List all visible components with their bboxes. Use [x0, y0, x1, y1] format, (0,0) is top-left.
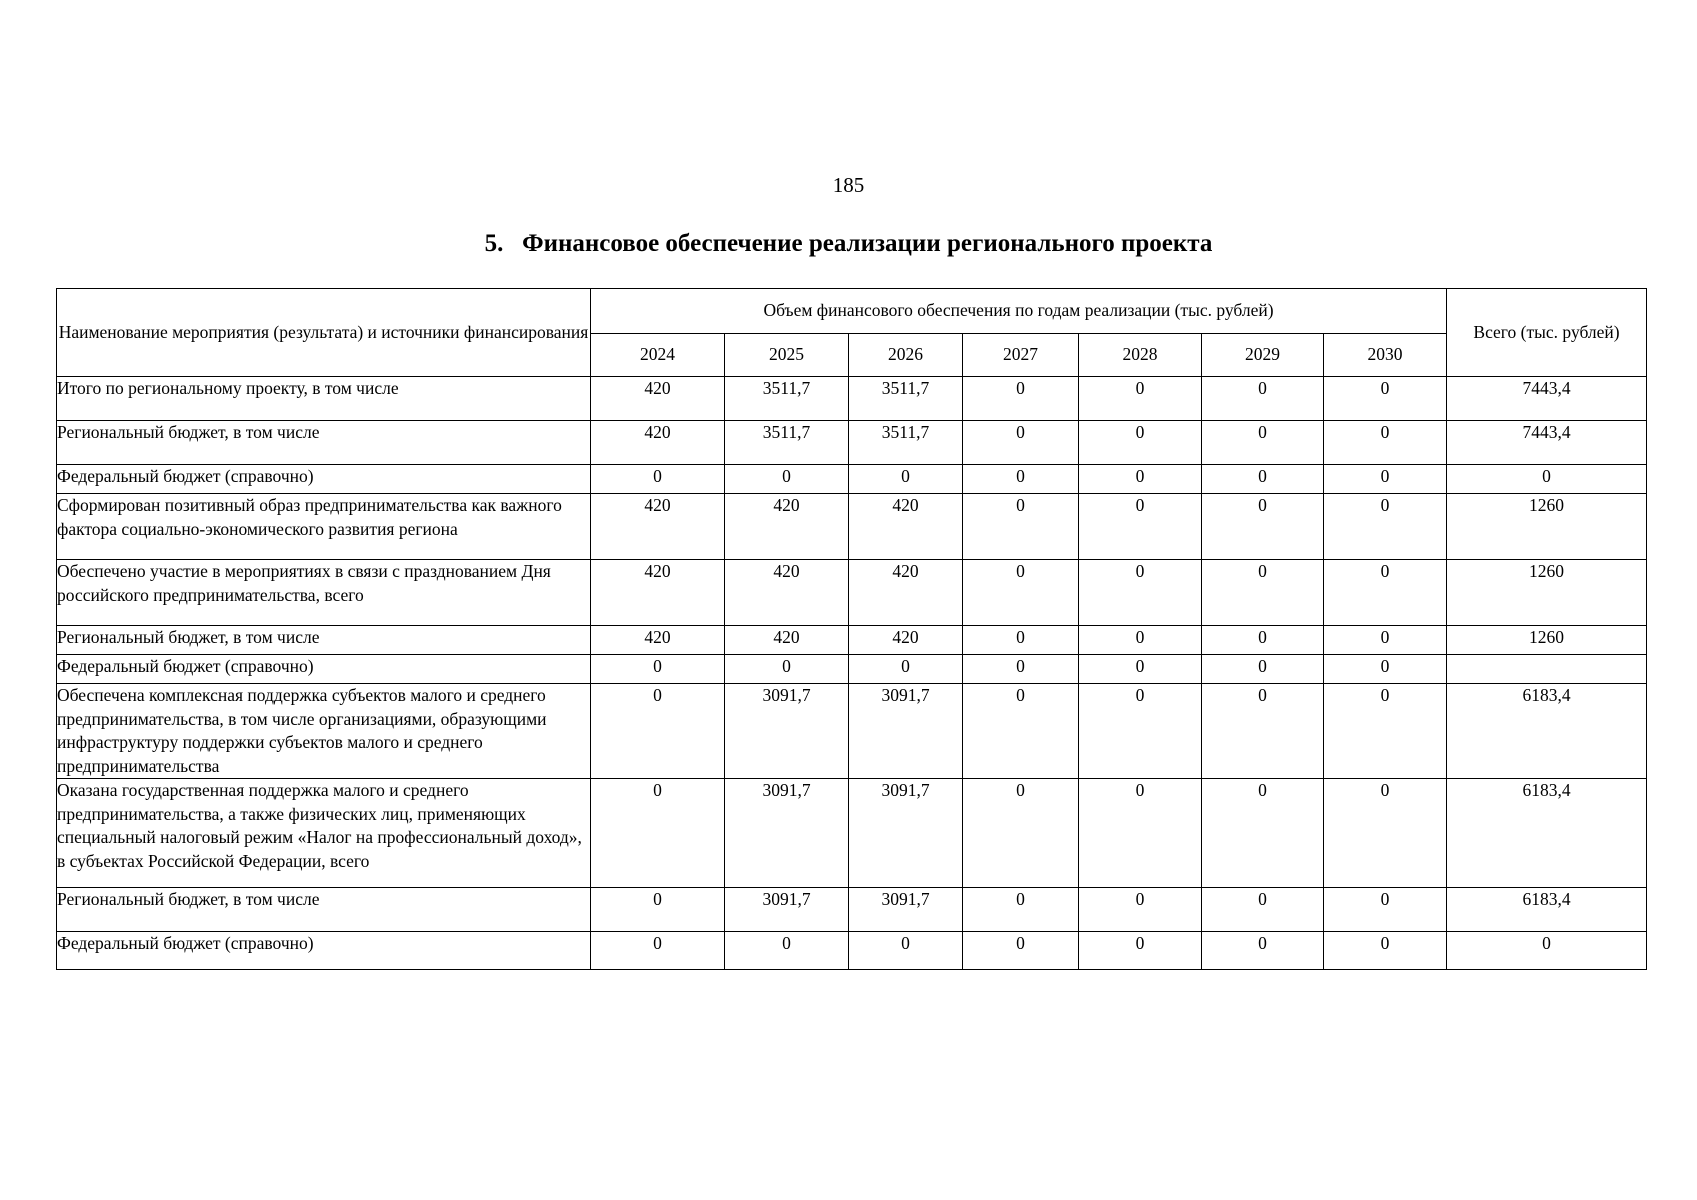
row-value: 0	[1202, 421, 1324, 465]
row-value: 0	[1324, 684, 1447, 779]
table-row	[57, 465, 1647, 494]
row-value: 3511,7	[849, 377, 963, 421]
row-value: 0	[963, 465, 1079, 494]
row-value: 420	[591, 377, 725, 421]
header-year: 2029	[1202, 334, 1324, 377]
header-year: 2026	[849, 334, 963, 377]
row-name: Региональный бюджет, в том числе	[57, 888, 591, 932]
row-value: 0	[963, 655, 1079, 684]
row-value: 420	[725, 560, 849, 626]
row-value: 0	[1202, 626, 1324, 655]
row-value: 0	[591, 932, 725, 970]
row-value: 3091,7	[849, 779, 963, 888]
row-total: 7443,4	[1447, 421, 1647, 465]
row-value: 420	[591, 560, 725, 626]
row-value: 0	[963, 888, 1079, 932]
row-value: 3511,7	[725, 421, 849, 465]
row-name: Региональный бюджет, в том числе	[57, 421, 591, 465]
row-value: 0	[725, 655, 849, 684]
row-value: 0	[1079, 494, 1202, 560]
finance-table	[56, 288, 1647, 970]
row-value: 3091,7	[725, 779, 849, 888]
row-value: 0	[1324, 779, 1447, 888]
row-value: 0	[591, 888, 725, 932]
row-value: 0	[963, 626, 1079, 655]
row-value: 0	[1202, 684, 1324, 779]
table-row	[57, 655, 1647, 684]
row-value: 0	[963, 684, 1079, 779]
row-total: 6183,4	[1447, 684, 1647, 779]
row-total	[1447, 655, 1647, 684]
row-value: 0	[1324, 655, 1447, 684]
row-total: 1260	[1447, 494, 1647, 560]
row-value: 0	[725, 932, 849, 970]
row-value: 0	[1079, 377, 1202, 421]
row-value: 0	[1202, 655, 1324, 684]
table-body	[57, 377, 1647, 970]
row-value: 420	[591, 626, 725, 655]
row-value: 0	[1079, 684, 1202, 779]
header-year: 2027	[963, 334, 1079, 377]
row-name: Итого по региональному проекту, в том числе	[57, 377, 591, 421]
row-value: 0	[1079, 779, 1202, 888]
row-value: 0	[591, 779, 725, 888]
row-value: 3091,7	[725, 684, 849, 779]
row-value: 0	[849, 655, 963, 684]
row-name: Сформирован позитивный образ предпринимательства как важного фактора социально-экономического развития региона	[57, 494, 591, 560]
row-value: 0	[1079, 421, 1202, 465]
row-value: 0	[1079, 626, 1202, 655]
row-name: Федеральный бюджет (справочно)	[57, 465, 591, 494]
row-value: 420	[725, 626, 849, 655]
row-total: 1260	[1447, 560, 1647, 626]
table-row	[57, 888, 1647, 932]
header-year: 2024	[591, 334, 725, 377]
row-value: 420	[591, 494, 725, 560]
row-value: 3091,7	[849, 684, 963, 779]
row-value: 0	[591, 684, 725, 779]
section-title: 5. Финансовое обеспечение реализации регионального проекта	[484, 230, 1213, 257]
table-header	[57, 289, 1647, 377]
row-value: 420	[849, 494, 963, 560]
header-year: 2030	[1324, 334, 1447, 377]
row-value: 3091,7	[725, 888, 849, 932]
row-value: 0	[849, 465, 963, 494]
row-value: 0	[849, 932, 963, 970]
row-value: 3091,7	[849, 888, 963, 932]
row-value: 0	[1079, 932, 1202, 970]
row-value: 0	[1202, 377, 1324, 421]
row-name: Оказана государственная поддержка малого и среднего предпринимательства, а также физических лиц, применяющих специальный налоговый режим «Налог на профессиональный доход», в субъектах Российской Федерации, всего	[57, 779, 591, 888]
row-total: 6183,4	[1447, 888, 1647, 932]
table-row	[57, 932, 1647, 970]
row-name: Обеспечена комплексная поддержка субъектов малого и среднего предпринимательства, в том числе организациями, образующими инфраструктуру поддержки субъектов малого и среднего предпринимательства	[57, 684, 591, 779]
row-value: 0	[725, 465, 849, 494]
row-value: 0	[963, 494, 1079, 560]
table-row	[57, 421, 1647, 465]
row-total: 1260	[1447, 626, 1647, 655]
row-value: 0	[1202, 779, 1324, 888]
header-volume: Объем финансового обеспечения по годам реализации (тыс. рублей)	[591, 289, 1447, 334]
row-value: 0	[1202, 932, 1324, 970]
row-total: 7443,4	[1447, 377, 1647, 421]
row-value: 0	[963, 779, 1079, 888]
row-value: 0	[1079, 560, 1202, 626]
row-total: 0	[1447, 932, 1647, 970]
header-year: 2025	[725, 334, 849, 377]
row-value: 0	[591, 655, 725, 684]
header-row-group	[57, 289, 1647, 334]
row-value: 0	[963, 932, 1079, 970]
row-value: 0	[1324, 421, 1447, 465]
row-value: 0	[1324, 465, 1447, 494]
table-row	[57, 377, 1647, 421]
table-row	[57, 494, 1647, 560]
row-name: Федеральный бюджет (справочно)	[57, 932, 591, 970]
row-value: 0	[1324, 377, 1447, 421]
page-number: 185	[832, 173, 865, 197]
row-value: 420	[591, 421, 725, 465]
row-value: 0	[1202, 560, 1324, 626]
row-value: 0	[1202, 888, 1324, 932]
table-row	[57, 684, 1647, 779]
header-year: 2028	[1079, 334, 1202, 377]
row-total: 6183,4	[1447, 779, 1647, 888]
row-total: 0	[1447, 465, 1647, 494]
row-value: 0	[1324, 932, 1447, 970]
row-value: 0	[591, 465, 725, 494]
row-name: Федеральный бюджет (справочно)	[57, 655, 591, 684]
row-name: Обеспечено участие в мероприятиях в связи с празднованием Дня российского предпринимательства, всего	[57, 560, 591, 626]
table-row	[57, 560, 1647, 626]
row-value: 0	[963, 377, 1079, 421]
row-value: 0	[1324, 494, 1447, 560]
row-value: 0	[1324, 560, 1447, 626]
row-value: 0	[963, 560, 1079, 626]
row-value: 0	[1324, 888, 1447, 932]
row-value: 420	[849, 626, 963, 655]
row-value: 0	[1202, 465, 1324, 494]
header-total: Всего (тыс. рублей)	[1447, 289, 1647, 377]
row-value: 420	[849, 560, 963, 626]
row-value: 3511,7	[725, 377, 849, 421]
row-name: Региональный бюджет, в том числе	[57, 626, 591, 655]
row-value: 3511,7	[849, 421, 963, 465]
table-row	[57, 779, 1647, 888]
row-value: 0	[1079, 465, 1202, 494]
row-value: 0	[963, 421, 1079, 465]
row-value: 0	[1079, 655, 1202, 684]
row-value: 0	[1324, 626, 1447, 655]
table-row	[57, 626, 1647, 655]
header-name: Наименование мероприятия (результата) и источники финансирования	[57, 289, 591, 377]
row-value: 0	[1202, 494, 1324, 560]
row-value: 0	[1079, 888, 1202, 932]
row-value: 420	[725, 494, 849, 560]
